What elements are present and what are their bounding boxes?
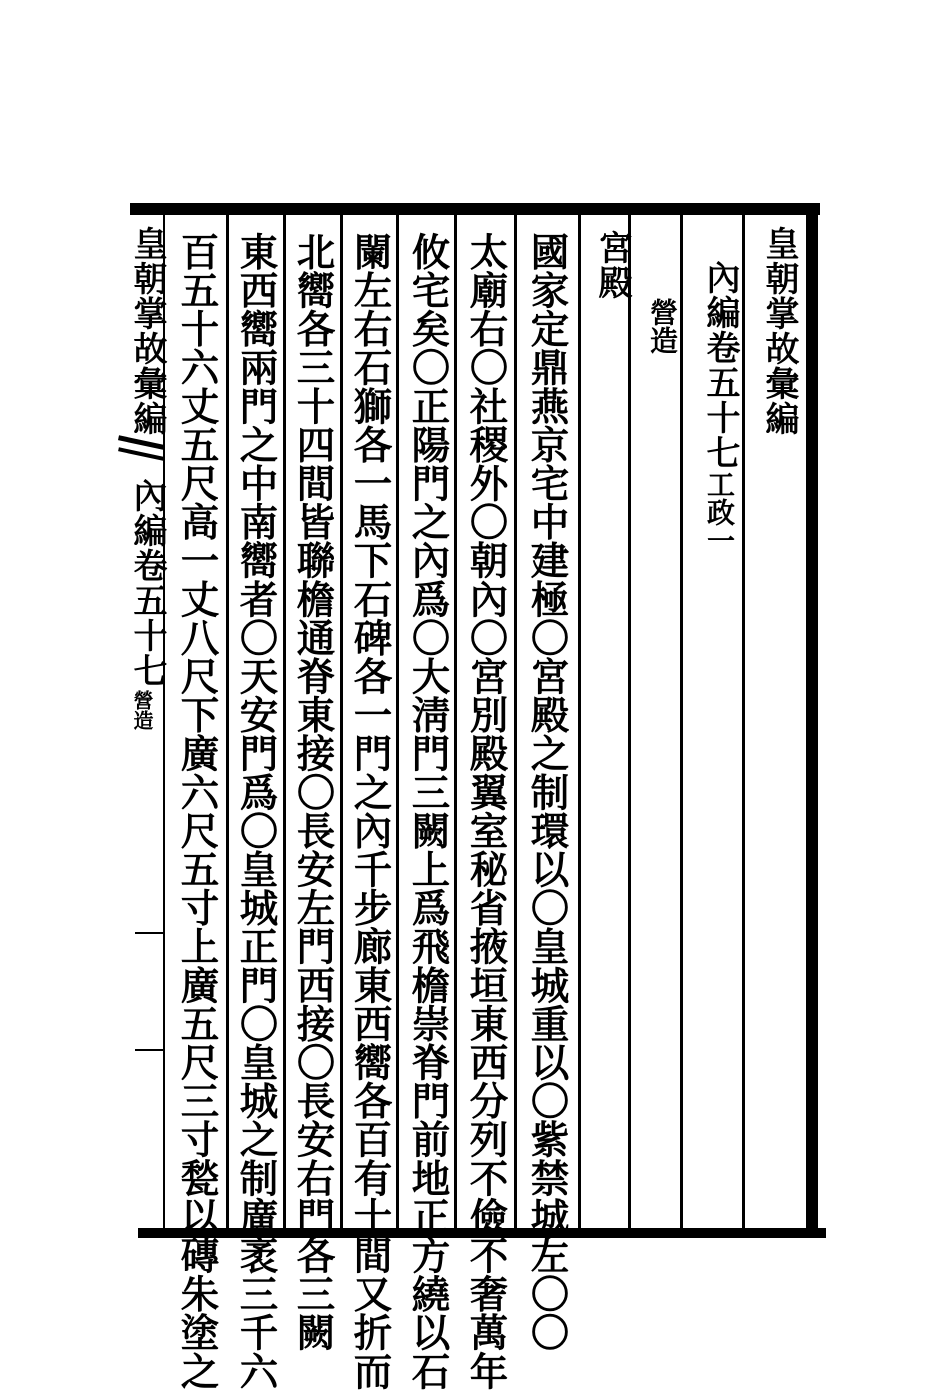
section-label: 工政一 — [703, 470, 736, 554]
volume-label: 內編卷五十七 — [700, 260, 740, 470]
fish-tail-mark — [118, 447, 164, 460]
right-border — [806, 203, 818, 1238]
column-divider — [628, 215, 631, 1230]
margin-volume: 內編卷五十七 — [127, 478, 167, 688]
margin-category: 營造 — [130, 690, 154, 730]
body-column-1: 國家定鼎燕京宅中建極〇宮殿之制環以〇皇城重以〇紫禁城左〇〇 — [524, 232, 570, 1352]
body-column-7: 百五十六丈五尺高一丈八尺下廣六尺五寸上廣五尺三寸甃以磚朱塗之 — [174, 232, 220, 1390]
body-column-3: 攸宅矣〇正陽門之內爲〇大淸門三闕上爲飛檐崇脊門前地正方繞以石 — [405, 232, 451, 1390]
column-divider — [226, 215, 229, 1230]
column-divider — [680, 215, 683, 1230]
category-label: 營造 — [646, 298, 679, 354]
top-border — [130, 203, 820, 215]
column-divider — [454, 215, 457, 1230]
book-title: 皇朝掌故彙編 — [759, 226, 799, 436]
column-divider — [578, 215, 581, 1230]
column-divider — [396, 215, 399, 1230]
column-divider — [514, 215, 517, 1230]
margin-title: 皇朝掌故彙編 — [127, 226, 167, 436]
body-column-6: 東西嚮兩門之中南嚮者〇天安門爲〇皇城正門〇皇城之制廣袤三千六 — [233, 232, 279, 1390]
body-column-5: 北嚮各三十四間皆聯檐通脊東接〇長安左門西接〇長安右門各三闕 — [290, 232, 336, 1352]
body-column-2: 太廟右〇社稷外〇朝內〇宮別殿翼室秘省掖垣東西分列不儉不奢萬年 — [463, 232, 509, 1390]
margin-tick — [135, 1049, 165, 1051]
margin-tick — [135, 932, 165, 934]
body-column-4: 闌左右石獅各一馬下石碑各一門之內千步廊東西嚮各百有十間又折而 — [347, 232, 393, 1390]
column-divider — [340, 215, 343, 1230]
section-heading: 宮殿 — [592, 230, 632, 300]
column-divider — [283, 215, 286, 1230]
